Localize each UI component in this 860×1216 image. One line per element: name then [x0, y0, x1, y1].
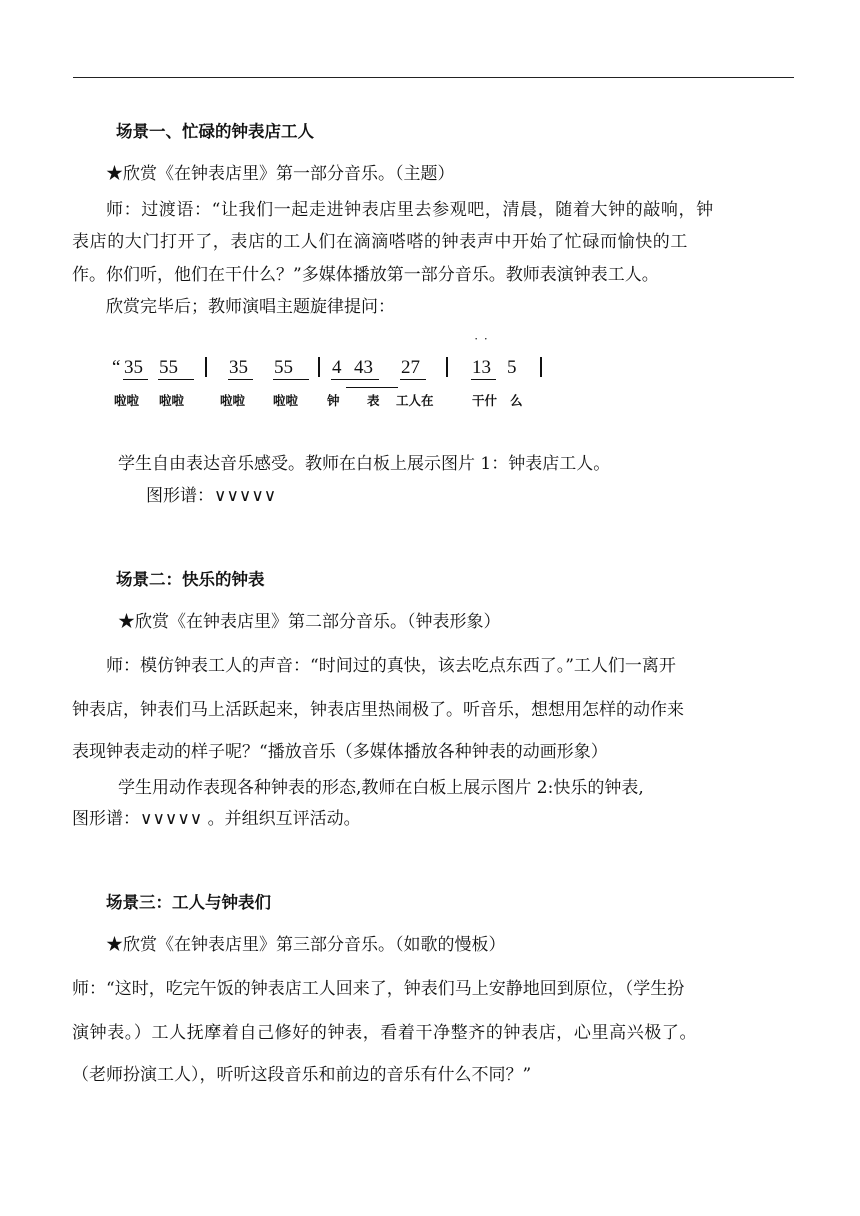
- lyric: 啦啦: [273, 393, 299, 408]
- note-group: 13: [472, 357, 491, 378]
- note: 5: [507, 357, 517, 378]
- lyric: 啦啦: [220, 393, 246, 408]
- note-group: 55: [159, 357, 178, 378]
- note-underline: [400, 379, 426, 380]
- scene3-teacher-line-1: 师：“这时，吃完午饭的钟表店工人回来了，钟表们马上安静地回到原位，（学生扮: [72, 979, 685, 999]
- scene1-students-line: 学生自由表达音乐感受。教师在白板上展示图片 1：钟表店工人。: [118, 454, 611, 474]
- bar-line: [446, 357, 448, 377]
- scene3-teacher-line-2: 演钟表。）工人抚摩着自己修好的钟表，看着干净整齐的钟表店，心里高兴极了。: [72, 1023, 698, 1043]
- note-group: 55: [274, 357, 293, 378]
- note-underline: [158, 379, 194, 380]
- scene1-heading: 场景一、忙碌的钟表店工人: [116, 122, 314, 141]
- note-underline: [123, 379, 148, 380]
- bar-line: [205, 357, 207, 377]
- scene2-students-line-1: 学生用动作表现各种钟表的形态,教师在白板上展示图片 2:快乐的钟表,: [118, 778, 644, 798]
- scene2-teacher-line-2: 钟表店，钟表们马上活跃起来，钟表店里热闹极了。听音乐，想想用怎样的动作来: [72, 700, 684, 720]
- lyric: 啦啦: [114, 393, 140, 408]
- note-group: 35: [229, 357, 248, 378]
- note-group: 35: [124, 357, 143, 378]
- bar-line: [540, 357, 542, 377]
- note-double-underline: [346, 387, 398, 388]
- scene2-listen-line: ★欣赏《在钟表店里》第二部分音乐。（钟表形象）: [118, 612, 501, 632]
- notation-open-quote: “: [112, 357, 121, 378]
- scene3-teacher-line-3: （老师扮演工人），听听这段音乐和前边的音乐有什么不同？”: [72, 1065, 532, 1085]
- lyric: 干什: [472, 393, 498, 408]
- scene1-teacher-line-2: 表店的大门打开了，表店的工人们在滴滴嗒嗒的钟表声中开始了忙碌而愉快的工: [72, 232, 688, 252]
- scene1-listen-line: ★欣赏《在钟表店里》第一部分音乐。（主题）: [106, 164, 455, 184]
- note-underline: [228, 379, 253, 380]
- scene2-teacher-line-1: 师：模仿钟表工人的声音：“时间过的真快，该去吃点东西了。”工人们一离开: [106, 656, 676, 676]
- scene2-teacher-line-3: 表现钟表走动的样子呢？“播放音乐（多媒体播放各种钟表的动画形象）: [72, 742, 608, 762]
- note-group: 27: [401, 357, 420, 378]
- note-group: 43: [354, 357, 373, 378]
- scene2-students-line-2: 图形谱：∨∨∨∨∨ 。并组织互评活动。: [72, 809, 361, 829]
- scene3-listen-line: ★欣赏《在钟表店里》第三部分音乐。（如歌的慢板）: [106, 935, 506, 955]
- lyric: 么: [510, 393, 523, 408]
- scene1-after-line: 欣赏完毕后；教师演唱主题旋律提问：: [106, 297, 395, 317]
- lyric: 钟: [327, 393, 340, 408]
- header-rule: [73, 77, 794, 78]
- note: 4: [332, 357, 342, 378]
- lyric: 啦啦: [159, 393, 185, 408]
- scene2-heading: 场景二：快乐的钟表: [116, 570, 265, 589]
- bar-line: [318, 357, 320, 377]
- lyric: 表: [367, 393, 380, 408]
- note-underline: [273, 379, 309, 380]
- scene3-heading: 场景三：工人与钟表们: [106, 893, 271, 912]
- note-underline: [471, 379, 496, 380]
- note-underline: [331, 379, 379, 380]
- lyric: 工人在: [396, 393, 434, 408]
- scene1-teacher-line-1: 师：过渡语：“让我们一起走进钟表店里去参观吧，清晨，随着大钟的敲响，钟: [106, 200, 714, 220]
- scene1-teacher-line-3: 作。你们听，他们在干什么？”多媒体播放第一部分音乐。教师表演钟表工人。: [72, 265, 659, 285]
- scene1-graph-notation: 图形谱：∨∨∨∨∨: [146, 486, 277, 506]
- high-octave-dots: · ·: [474, 331, 489, 346]
